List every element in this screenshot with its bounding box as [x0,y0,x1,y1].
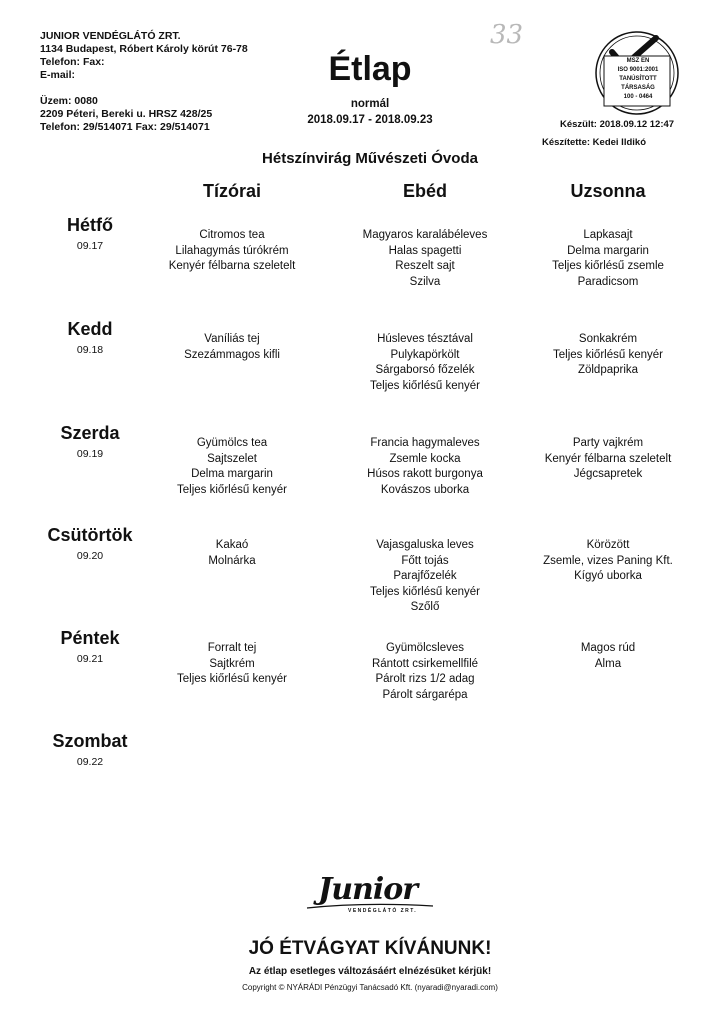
meal-item: Francia hagymaleves [370,437,480,449]
column-header-ebed: Ebéd [402,181,447,201]
day-name: Szombat [52,731,128,751]
meal-cell-tizorai [132,228,332,275]
meal-item: Szőlő [410,601,440,614]
logo-swoosh-icon [305,900,435,912]
meal-item: Halas spagetti [388,244,462,257]
meal-item: Citromos tea [199,229,265,241]
meal-item: Körözött [586,539,630,551]
meal-item: Vaníliás tej [204,333,260,345]
meal-item: Sonkakrém [578,333,638,345]
school-name: Hétszínvirág Művészeti Óvoda [262,150,478,167]
meal-item: Zsemle kocka [389,452,461,465]
cert-line: 100 - 0464 [623,94,653,100]
meal-item: Pulykapörkölt [390,348,460,361]
day-date: 09.19 [76,448,104,460]
meal-item: Jégcsapretek [573,468,643,481]
day-label [20,730,160,769]
meal-item: Gyümölcs tea [196,437,268,449]
meal-item: Szezámmagos kifli [184,348,280,361]
page-title: Étlap [328,50,412,88]
day-name: Kedd [67,319,113,339]
meal-item: Főtt tojás [401,554,449,567]
meal-cell-ebed [325,641,525,703]
meal-item: Kovászos uborka [380,483,470,496]
cert-line: TÁRSASÁG [621,85,655,91]
meal-item: Sajtszelet [207,452,257,465]
meal-item: Húsleves tésztával [377,333,473,345]
copyright: Copyright © NYÁRÁDI Pénzügyi Tanácsadó Kft. (nyaradi@nyaradi.com) [242,983,498,992]
day-name: Péntek [60,628,120,648]
meal-cell-tizorai [132,641,332,688]
created-timestamp: Készült: 2018.09.12 12:47 [560,119,675,130]
menu-type: normál [350,98,390,110]
meal-item: Sajtkrém [209,657,255,670]
meal-item: Húsos rakott burgonya [367,468,483,481]
day-name: Csütörtök [47,525,133,545]
meal-item: Magos rúd [580,642,636,654]
meal-item: Párolt rizs 1/2 adag [375,673,475,686]
meal-item: Lapkasajt [583,229,633,241]
junior-logo-subtitle: VENDÉGLÁTÓ ZRT. [348,908,418,914]
meal-item: Zsemle, vizes Paning Kft. [543,554,673,567]
plant-phone: Telefon: 29/514071 Fax: 29/514071 [40,121,210,133]
meal-item: Rántott csirkemellfilé [371,657,479,670]
meal-item: Teljes kiőrlésű kenyér [370,379,480,392]
meal-item: Parajfőzelék [393,570,457,583]
meal-cell-tizorai [132,538,332,569]
date-range: 2018.09.17 - 2018.09.23 [307,114,433,126]
company-phone: Telefon: Fax: [40,56,105,68]
meal-item: Teljes kiőrlésű kenyér [177,483,287,496]
meal-item: Magyaros karalábéleves [362,229,488,241]
meal-item: Kenyér félbarna szeletelt [544,452,672,465]
meal-cell-tizorai [132,332,332,363]
plant-address: 2209 Péteri, Bereki u. HRSZ 428/25 [40,108,213,120]
meal-item: Teljes kiőrlésű kenyér [370,585,480,598]
bon-appetit-message: JÓ ÉTVÁGYAT KÍVÁNUNK! [248,938,492,959]
meal-item: Alma [594,657,622,670]
meal-item: Lilahagymás túrókrém [175,244,289,257]
meal-item: Sárgaborsó főzelék [375,364,475,377]
cert-line: MSZ EN [626,58,650,64]
handwritten-page-number: 33 [490,20,524,50]
meal-item: Delma margarin [191,468,273,481]
day-date: 09.21 [76,653,104,665]
meal-item: Teljes kiőrlésű kenyér [553,348,663,361]
meal-cell-uzsonna [508,538,708,585]
meal-item: Kígyó uborka [574,570,642,583]
meal-cell-uzsonna [508,436,708,483]
meal-cell-ebed [325,332,525,394]
meal-item: Molnárka [208,554,256,567]
meal-item: Kenyér félbarna szeletelt [168,260,296,273]
meal-item: Kakaó [215,539,249,551]
day-date: 09.22 [76,756,104,768]
cert-line: TANÚSÍTOTT [619,76,657,82]
day-date: 09.18 [76,344,104,356]
meal-item: Teljes kiőrlésű zsemle [552,260,664,273]
day-date: 09.20 [76,550,104,562]
column-header-tizorai: Tízórai [202,181,261,201]
company-name: JUNIOR VENDÉGLÁTÓ ZRT. [40,30,181,42]
meal-cell-ebed [325,436,525,498]
cert-line: ISO 9001:2001 [617,67,659,73]
junior-logo: Junior [318,872,418,907]
meal-cell-tizorai [132,436,332,498]
company-email: E-mail: [40,69,76,81]
company-address: 1134 Budapest, Róbert Károly körút 76-78 [40,43,248,55]
day-date: 09.17 [76,240,104,252]
meal-item: Reszelt sajt [395,260,455,273]
plant-id: Üzem: 0080 [40,95,98,107]
day-name: Hétfő [67,215,113,235]
meal-cell-uzsonna [508,228,708,290]
day-name: Szerda [60,423,120,443]
meal-item: Szilva [409,275,441,288]
meal-item: Zöldpaprika [577,364,639,377]
meal-item: Delma margarin [567,244,649,257]
meal-item: Teljes kiőrlésű kenyér [177,673,287,686]
meal-item: Vajasgaluska leves [376,539,474,551]
meal-cell-ebed [325,228,525,290]
meal-item: Party vajkrém [572,437,644,449]
certification-text [604,57,672,102]
meal-cell-ebed [325,538,525,616]
meal-item: Paradicsom [577,275,639,288]
created-by: Készítette: Kedei Ildikó [542,137,646,148]
meal-item: Párolt sárgarépa [382,688,468,701]
meal-item: Forralt tej [207,642,257,654]
meal-cell-uzsonna [508,332,708,379]
meal-item: Gyümölcsleves [386,642,464,654]
column-header-uzsonna: Uzsonna [570,181,646,201]
apology-note: Az étlap esetleges változásáért elnézésüket kérjük! [248,966,492,977]
meal-cell-uzsonna [508,641,708,672]
